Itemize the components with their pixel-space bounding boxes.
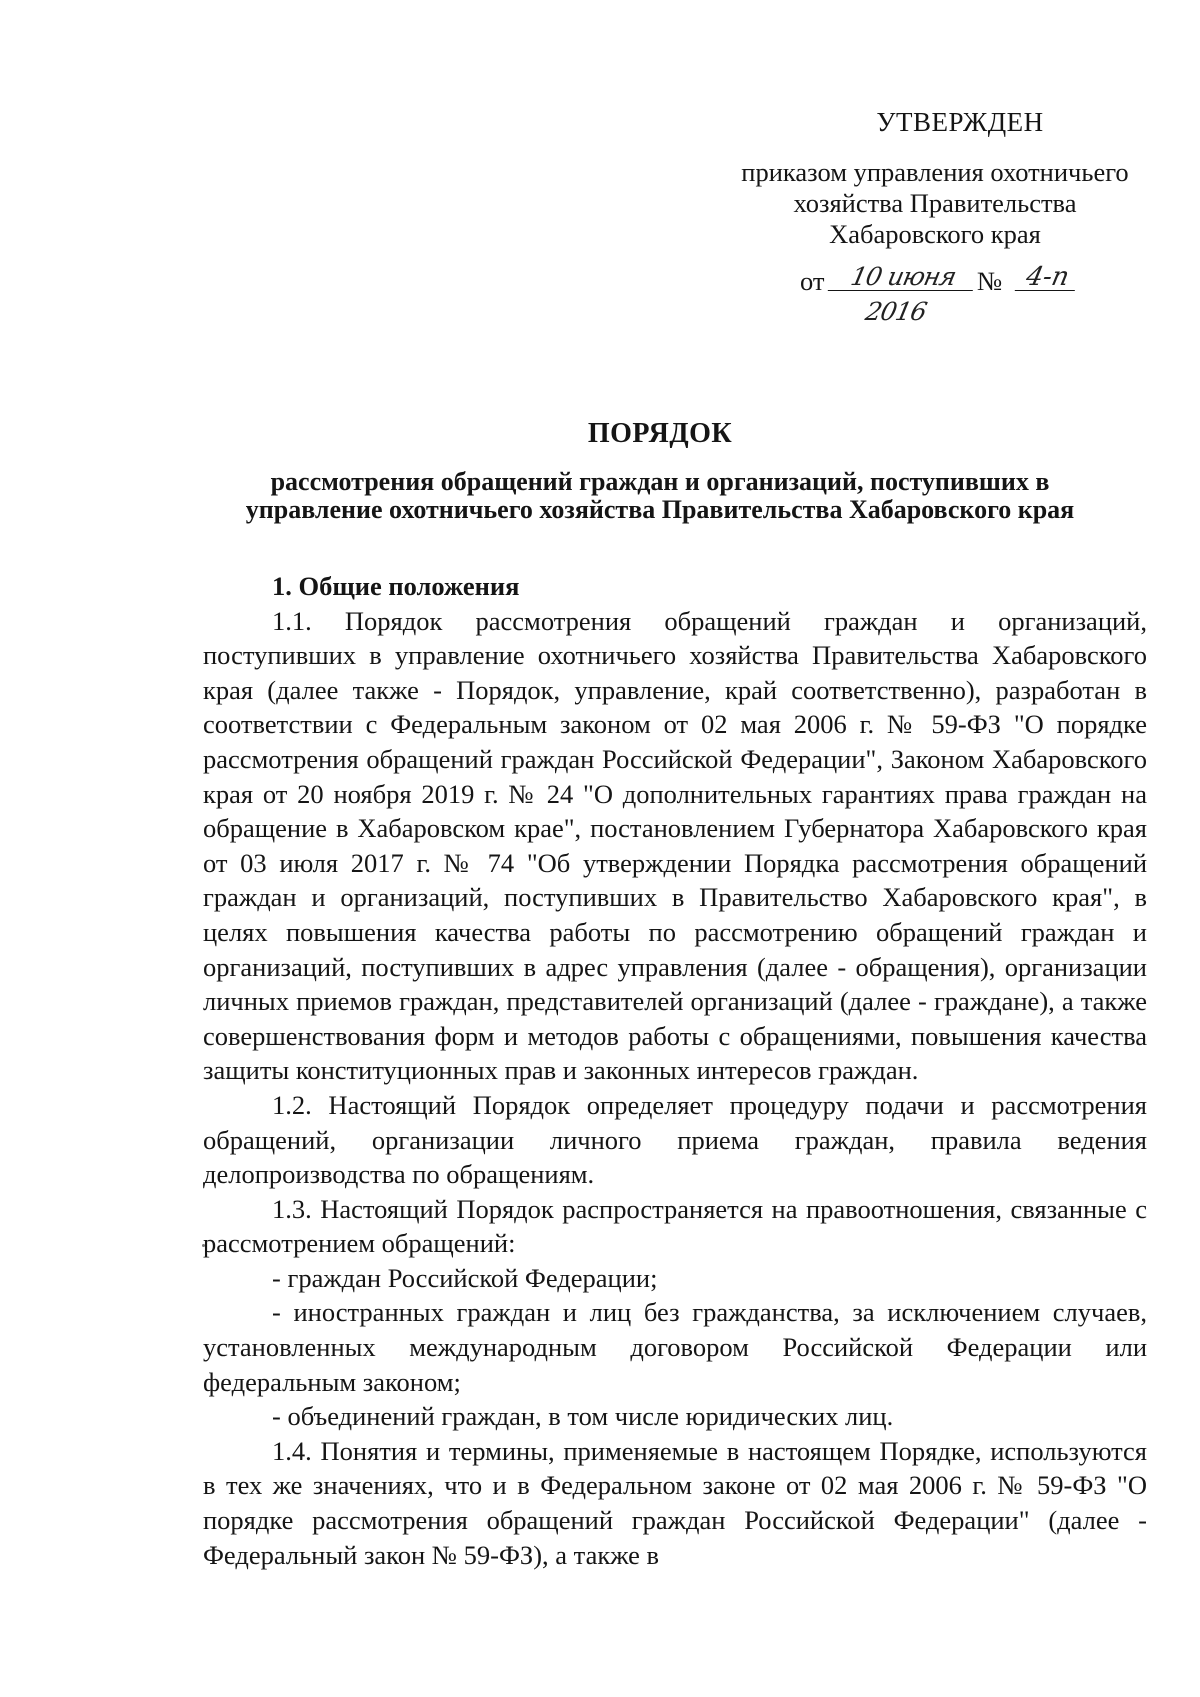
approval-date-prefix: от [800, 265, 825, 296]
paragraph-1-2: 1.2. Настоящий Порядок определяет процедуру подачи и рассмотрения обращений, организации личного приема граждан, правила ведения делопроизводства по обращениям. [203, 1089, 1147, 1190]
handwritten-date: 10 июня 2016 [828, 260, 980, 291]
approval-order-line [715, 260, 1155, 326]
paragraph-1-1: 1.1. Порядок рассмотрения обращений граждан и организаций, поступивших в управление охотничьего хозяйства Правительства Хабаровского края (далее также - Порядок, управление, край соответственно), разработан в соответствии с Федеральным законом от 02 мая 2006 г. № 59-ФЗ "О порядке рассмотрения обращений граждан Российской Федерации", Законом Хабаровского края от 20 ноября 2019 г. № 24 "О дополнительных гарантиях права граждан на обращение в Хабаровском крае", постановлением Губернатора Хабаровского края от 03 июля 2017 г. № 74 "Об утверждении Порядка рассмотрения обращений граждан и организаций, поступивших в Правительство Хабаровского края", в целях повышения качества работы по рассмотрению обращений граждан и организаций, поступивших в адрес управления (далее - обращения), организации личных приемов граждан, представителей организаций (далее - граждане), а также совершенствования форм и методов работы с обращениями, повышения качества защиты конституционных прав и законных интересов граждан. [203, 605, 1147, 1086]
paragraph-1-3: 1.3. Настоящий Порядок распространяется на правоотношения, связанные с рассмотрением обращений: [203, 1193, 1147, 1259]
approval-title: УТВЕРЖДЕН [876, 107, 1044, 137]
paragraph-1-4: 1.4. Понятия и термины, применяемые в настоящем Порядке, используются в тех же значениях, что и в Федеральном законе от 02 мая 2006 г. № 59-ФЗ "О порядке рассмотрения обращений граждан Российской Федерации" (далее - Федеральный закон № 59-ФЗ), а также в [203, 1435, 1147, 1570]
document-body [203, 569, 1147, 1572]
document-title: ПОРЯДОК [587, 418, 733, 449]
list-item-citizens-rf: - граждан Российской Федерации; [272, 1262, 658, 1293]
document-subtitle-line-1: рассмотрения обращений граждан и организаций, поступивших в [270, 466, 1050, 496]
document-title-block [205, 417, 1115, 524]
handwritten-number: 4-п [1015, 260, 1082, 291]
approval-stamp [715, 105, 1155, 326]
approval-line-2: хозяйства Правительства [793, 187, 1077, 218]
section-heading: 1. Общие положения [272, 571, 520, 601]
approval-line-1: приказом управления охотничьего [741, 156, 1129, 187]
document-subtitle-line-2: управление охотничьего хозяйства Правительства Хабаровского края [245, 494, 1075, 524]
list-item-associations: - объединений граждан, в том числе юридических лиц. [272, 1401, 894, 1432]
list-item-foreign-citizens: - иностранных граждан и лиц без гражданства, за исключением случаев, установленных международным договором Российской Федерации или федеральным законом; [203, 1297, 1147, 1397]
approval-line-3: Хабаровского края [829, 218, 1041, 249]
approval-number-sign: № [977, 265, 1003, 296]
